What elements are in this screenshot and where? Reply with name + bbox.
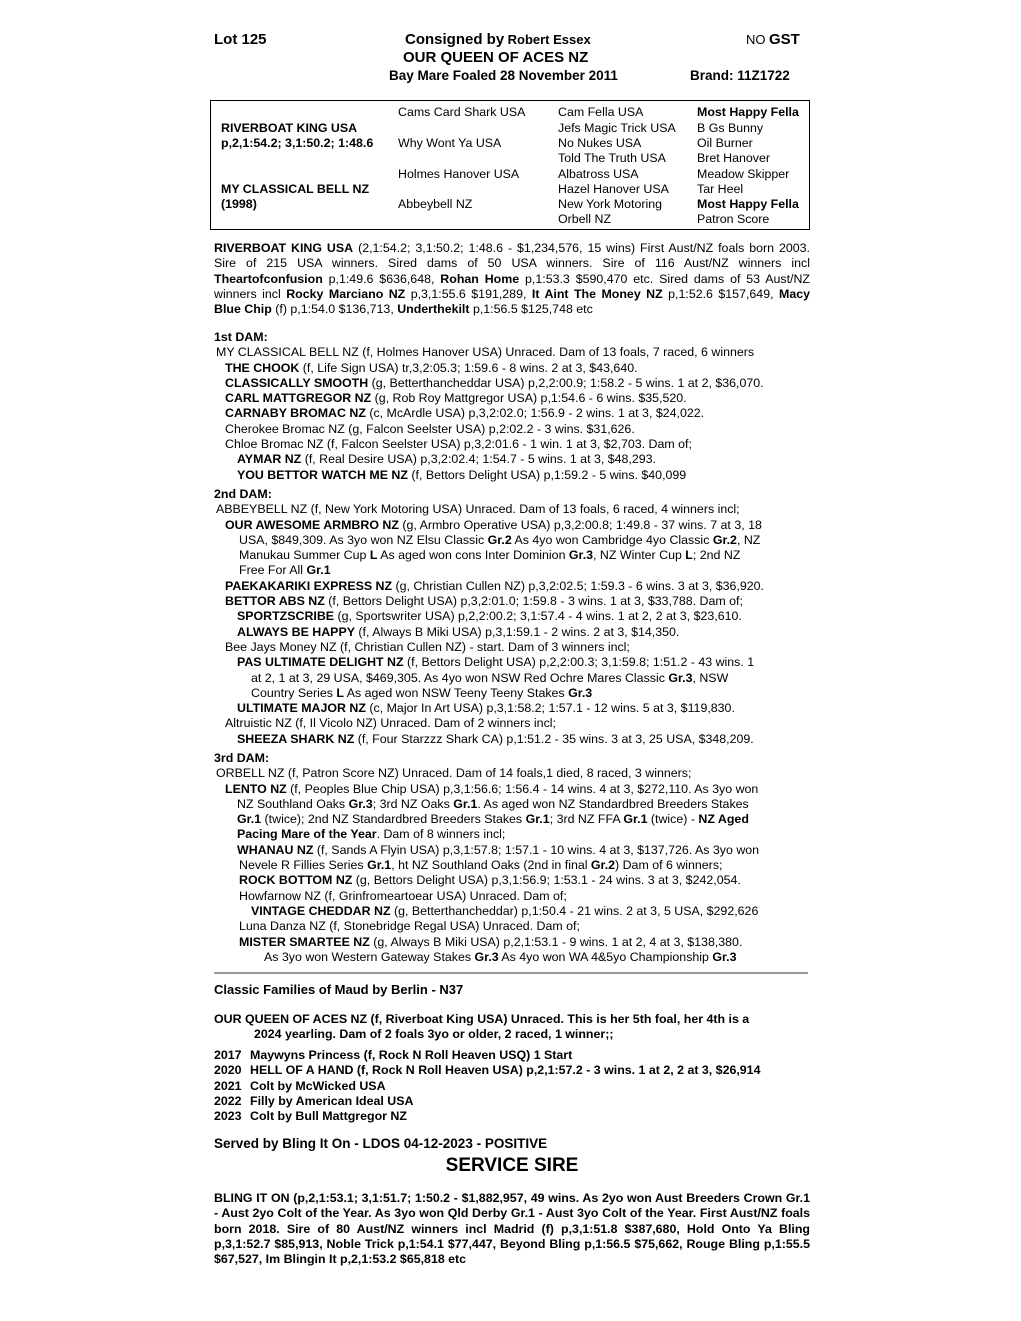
text-run: Nevele R Fillies Series bbox=[239, 858, 368, 873]
text-run: Howfarnow NZ (f, Grinfromeartoear USA) Unraced. Dam of; bbox=[239, 888, 567, 903]
pedigree-line bbox=[214, 655, 810, 670]
text-run: (g, Sportswriter USA) p,2,2:00.2; 3,1:57.4 - 4 wins. 1 at 2, 2 at 3, $23,610. bbox=[334, 609, 742, 624]
pedigree-dam-year: (1998) bbox=[221, 197, 257, 211]
text-run: Chloe Bromac NZ (f, Falcon Seelster USA) p,3,2:01.6 - 1 win. 1 at 3, $2,703. Dam of; bbox=[225, 437, 692, 452]
text-run: p,1:53.3 $590,470 etc. Sired dams of 53 Aust/NZ winners incl bbox=[214, 271, 810, 301]
pedigree-line bbox=[214, 376, 810, 391]
text-run: (g, Christian Cullen NZ) p,3,2:02.5; 1:59.3 - 6 wins. 3 at 3, $36,920. bbox=[392, 578, 764, 593]
text-run: (twice); 2nd NZ Standardbred Breeders Stakes bbox=[261, 812, 526, 827]
bold-text: ALWAYS BE HAPPY bbox=[237, 624, 355, 639]
text-run: p,1:56.5 $125,748 etc bbox=[469, 302, 593, 317]
bold-text: CARL MATTGREGOR NZ bbox=[225, 391, 372, 406]
pedigree-line bbox=[214, 919, 810, 934]
text-run: (g, Bettors Delight USA) p,3,1:56.9; 1:53.1 - 24 wins. 3 at 3, $242,054. bbox=[352, 873, 741, 888]
bold-text: Gr.2 bbox=[487, 532, 512, 547]
second-dam-title: 2nd DAM: bbox=[214, 487, 272, 501]
bold-text: Pacing Mare of the Year bbox=[237, 827, 377, 842]
text-run: (f, Real Desire USA) p,3,2:02.4; 1:54.7 - 5 wins. 1 at 3, $48,293. bbox=[301, 452, 656, 467]
pedigree-line bbox=[214, 468, 810, 483]
pedigree-line bbox=[214, 904, 810, 919]
bold-text: Underthekilt bbox=[397, 302, 470, 317]
bold-text: AYMAR NZ bbox=[237, 452, 302, 467]
pedigree-sire: RIVERBOAT KING USA bbox=[221, 121, 358, 135]
text-run: MY CLASSICAL BELL NZ (f, Holmes Hanover USA) Unraced. Dam of 13 foals, 7 raced, 6 winners bbox=[216, 345, 755, 360]
pedigree-gen2: Abbeybell NZ bbox=[398, 197, 473, 211]
text-run: NZ Southland Oaks bbox=[237, 796, 349, 811]
bold-text: L bbox=[336, 685, 344, 700]
pedigree-dam: MY CLASSICAL BELL NZ bbox=[221, 182, 370, 196]
pedigree-gen4: Oil Burner bbox=[697, 136, 753, 150]
produce-row bbox=[214, 1094, 810, 1109]
text-run: (f, Bettors Delight USA) p,2,2:00.3; 3,1:59.8; 1:51.2 - 43 wins. 1 bbox=[403, 655, 755, 670]
text-run: (g, Betterthancheddar) p,1:50.4 - 21 wins. 2 at 3, 5 USA, $292,626 bbox=[390, 903, 759, 918]
bold-text: Gr.3 bbox=[712, 949, 737, 964]
pedigree-gen4: Most Happy Fella bbox=[697, 105, 799, 119]
text-run: (c, McArdle USA) p,3,2:02.0; 1:56.9 - 2 wins. 1 at 3, $24,022. bbox=[365, 406, 705, 421]
text-run: , ht NZ Southland Oaks (2nd in final bbox=[391, 858, 591, 873]
pedigree-line bbox=[214, 766, 810, 781]
pedigree-gen3: Orbell NZ bbox=[558, 212, 612, 226]
bold-text: Rocky Marciano NZ bbox=[286, 286, 406, 301]
bold-text: OUR AWESOME ARMBRO NZ bbox=[225, 517, 399, 532]
bold-text: SPORTZSCRIBE bbox=[237, 609, 335, 624]
pedigree-gen4: Bret Hanover bbox=[697, 151, 771, 165]
pedigree-line bbox=[214, 361, 810, 376]
pedigree-line bbox=[214, 502, 810, 517]
lot-summary-line: OUR QUEEN OF ACES NZ (f, Riverboat King USA) Unraced. This is her 5th foal, her 4th is a bbox=[214, 1012, 750, 1026]
bold-text: Gr.3 bbox=[668, 670, 693, 685]
bold-text: Gr.1 bbox=[306, 563, 331, 578]
served-line: Served by Bling It On - LDOS 04-12-2023 - POSITIVE bbox=[214, 1136, 548, 1151]
bold-text: SHEEZA SHARK NZ bbox=[237, 731, 355, 746]
pedigree-line bbox=[214, 422, 810, 437]
bold-text: Rohan Home bbox=[440, 271, 520, 286]
bold-text: Gr.3 bbox=[568, 685, 593, 700]
pedigree-line bbox=[214, 686, 810, 701]
text-run: , NZ Winter Cup bbox=[593, 548, 686, 563]
bold-text: CARNABY BROMAC NZ bbox=[225, 406, 366, 421]
bold-text: RIVERBOAT KING USA bbox=[214, 241, 354, 255]
first-dam-lines bbox=[214, 345, 810, 483]
bold-text: YOU BETTOR WATCH ME NZ bbox=[237, 467, 408, 482]
produce-text: HELL OF A HAND (f, Rock N Roll Heaven USA) p,2,1:57.2 - 3 wins. 1 at 2, 2 at 3, $26,914 bbox=[250, 1063, 761, 1078]
text-run: As aged won cons Inter Dominion bbox=[377, 548, 569, 563]
pedigree-line bbox=[214, 671, 810, 686]
text-run: Luna Danza NZ (f, Stonebridge Regal USA) Unraced. Dam of; bbox=[239, 919, 580, 934]
produce-text: Colt by McWicked USA bbox=[250, 1078, 386, 1093]
pedigree-line bbox=[214, 609, 810, 624]
first-dam-title: 1st DAM: bbox=[214, 330, 268, 344]
text-run: As 3yo won Western Gateway Stakes bbox=[264, 949, 475, 964]
text-run: ; 2nd NZ bbox=[692, 548, 741, 563]
produce-year: 2020 bbox=[214, 1063, 242, 1078]
pedigree-line bbox=[214, 345, 810, 360]
text-run: p,1:52.6 $157,649, bbox=[662, 286, 779, 301]
pedigree-table bbox=[210, 100, 810, 230]
pedigree-line bbox=[214, 782, 810, 797]
text-run: (g, Armbro Operative USA) p,3,2:00.8; 1:49.8 - 37 wins. 7 at 3, 18 bbox=[398, 517, 762, 532]
bold-text: It Aint The Money NZ bbox=[531, 286, 663, 301]
text-run: (f, Bettors Delight USA) p,3,2:01.0; 1:59.8 - 3 wins. 1 at 3, $33,788. Dam of; bbox=[324, 594, 743, 609]
produce-year: 2017 bbox=[214, 1048, 242, 1062]
produce-row bbox=[214, 1048, 810, 1063]
pedigree-line bbox=[214, 391, 810, 406]
produce-list bbox=[214, 1048, 810, 1124]
bold-text: Gr.3 bbox=[348, 796, 373, 811]
pedigree-line bbox=[214, 889, 810, 904]
pedigree-gen3: Told The Truth USA bbox=[558, 151, 666, 165]
text-run: . As aged won NZ Standardbred Breeders Stakes bbox=[477, 796, 749, 811]
bold-text: Gr.1 bbox=[237, 812, 262, 827]
pedigree-line bbox=[214, 437, 810, 452]
pedigree-gen3: Hazel Hanover USA bbox=[558, 182, 669, 196]
first-dam-section bbox=[214, 330, 810, 483]
bold-text: L bbox=[685, 548, 693, 563]
produce-year: 2021 bbox=[214, 1078, 242, 1093]
pedigree-gen3: Cam Fella USA bbox=[558, 105, 644, 119]
text-run: (f, Always B Miki USA) p,3,1:59.1 - 2 wins. 2 at 3, $14,350. bbox=[354, 624, 680, 639]
text-run: (g, Always B Miki USA) p,2,1:53.1 - 9 wins. 1 at 2, 4 at 3, $138,380. bbox=[369, 934, 743, 949]
pedigree-gen2: Holmes Hanover USA bbox=[398, 167, 520, 181]
pedigree-line bbox=[214, 594, 810, 609]
bold-text: THE CHOOK bbox=[225, 360, 300, 375]
pedigree-line bbox=[214, 873, 810, 888]
pedigree-gen3: No Nukes USA bbox=[558, 136, 642, 150]
pedigree-gen4: B Gs Bunny bbox=[697, 121, 764, 135]
produce-text: Filly by American Ideal USA bbox=[250, 1093, 414, 1108]
bold-text: ROCK BOTTOM NZ bbox=[239, 873, 353, 888]
pedigree-line bbox=[214, 858, 810, 873]
foaled-line: Bay Mare Foaled 28 November 2011 bbox=[389, 68, 618, 83]
text-run: ORBELL NZ (f, Patron Score NZ) Unraced. Dam of 14 foals,1 died, 8 raced, 3 winners; bbox=[216, 766, 692, 781]
text-run: , NZ bbox=[736, 532, 761, 547]
pedigree-gen3: Jefs Magic Trick USA bbox=[558, 121, 676, 135]
pedigree-sire-record: p,2,1:54.2; 3,1:50.2; 1:48.6 bbox=[221, 136, 374, 150]
pedigree-gen3: Albatross USA bbox=[558, 167, 639, 181]
bold-text: CLASSICALLY SMOOTH bbox=[225, 375, 369, 390]
horse-name: OUR QUEEN OF ACES NZ bbox=[403, 49, 589, 66]
lot-summary bbox=[214, 1012, 810, 1043]
text-run: ABBEYBELL NZ (f, New York Motoring USA) Unraced. Dam of 13 foals, 6 raced, 4 winners incl; bbox=[216, 502, 740, 517]
text-run: As aged won NSW Teeny Teeny Stakes bbox=[343, 685, 569, 700]
lot-summary-line: 2024 yearling. Dam of 2 foals 3yo or older, 2 raced, 1 winner;; bbox=[254, 1027, 614, 1042]
gst-status bbox=[746, 32, 800, 48]
third-dam-lines bbox=[214, 766, 810, 965]
text-run: (twice) - bbox=[647, 812, 699, 827]
text-run: As 4yo won WA 4&5yo Championship bbox=[498, 949, 713, 964]
bold-text: Gr.3 bbox=[568, 548, 594, 563]
text-run: . Dam of 8 winners incl; bbox=[376, 827, 506, 842]
consignor-name: Robert Essex bbox=[507, 32, 591, 47]
consigned-label: Consigned by bbox=[405, 31, 505, 48]
bold-text: NZ Aged bbox=[698, 812, 749, 827]
produce-year: 2022 bbox=[214, 1093, 242, 1108]
lot-number: Lot 125 bbox=[214, 31, 267, 48]
third-dam-title: 3rd DAM: bbox=[214, 751, 270, 765]
text-run: ; 3rd NZ FFA bbox=[549, 812, 624, 827]
family-line: Classic Families of Maud by Berlin - N37 bbox=[214, 982, 464, 997]
bold-text: L bbox=[369, 548, 378, 563]
pedigree-line bbox=[214, 701, 810, 716]
text-run: at 2, 1 at 3, 29 USA, $469,305. As 4yo won NSW Red Ochre Mares Classic bbox=[251, 670, 669, 685]
text-run: (2,1:54.2; 3,1:50.2; 1:48.6 - $1,234,576, 15 wins) First Aust/NZ foals born 2003. Sire of 215 USA winners. Sired dams of 50 USA winners. Sire of 116 Aust/NZ winners incl bbox=[214, 241, 811, 271]
pedigree-line bbox=[214, 579, 810, 594]
gst-label: GST bbox=[768, 31, 800, 48]
pedigree-line bbox=[214, 732, 810, 747]
text-run: (c, Major In Art USA) p,3,1:58.2; 1:57.1 - 12 wins. 5 at 3, $119,830. bbox=[365, 701, 735, 716]
produce-row bbox=[214, 1063, 810, 1078]
text-run: (f, Life Sign USA) tr,3,2:05.3; 1:59.6 - 8 wins. 2 at 3, $43,640. bbox=[299, 360, 638, 375]
pedigree-line bbox=[214, 797, 810, 812]
produce-row bbox=[214, 1109, 810, 1124]
text-run: Altruistic NZ (f, Il Vicolo NZ) Unraced. Dam of 2 winners incl; bbox=[225, 716, 556, 731]
bold-text: LENTO NZ bbox=[225, 781, 287, 796]
brand: Brand: 11Z1722 bbox=[690, 68, 790, 83]
text-run: Cherokee Bromac NZ (g, Falcon Seelster USA) p,2:02.2 - 3 wins. $31,626. bbox=[225, 421, 635, 436]
pedigree-line bbox=[214, 563, 810, 578]
bold-text: Gr.3 bbox=[474, 949, 499, 964]
text-run: (g, Rob Roy Mattgregor USA) p,1:54.6 - 6 wins. $35,520. bbox=[371, 391, 687, 406]
text-run: Bee Jays Money NZ (f, Christian Cullen NZ) - start. Dam of 3 winners incl; bbox=[225, 639, 630, 654]
text-run: (f, Bettors Delight USA) p,1:59.2 - 5 wins. $40,099 bbox=[407, 467, 687, 482]
bold-text: Gr.1 bbox=[525, 812, 550, 827]
second-dam-section bbox=[214, 487, 810, 747]
pedigree-gen4: Patron Score bbox=[697, 212, 770, 226]
text-run: (f, Sands A Flyin USA) p,3,1:57.8; 1:57.1 - 10 wins. 4 at 3, $137,726. As 3yo won bbox=[313, 842, 760, 857]
text-run: (f, Four Starzzz Shark CA) p,1:51.2 - 35 wins. 3 at 3, 25 USA, $348,209. bbox=[354, 731, 754, 746]
pedigree-gen2: Why Wont Ya USA bbox=[398, 136, 502, 150]
pedigree-line bbox=[214, 843, 810, 858]
lot-header bbox=[214, 32, 810, 86]
service-sire-paragraph: BLING IT ON (p,2,1:53.1; 3,1:51.7; 1:50.2 - $1,882,957, 49 wins. As 2yo won Aust Breeders Crown Gr.1 - Aust 2yo Colt of the Year. As 3yo won Qld Derby Gr.1 - Aust 3yo Colt of the Year. First Aust/NZ foals born 2018. Sire of 80 Aust/NZ winners incl Madrid (f) p,3,1:51.8 $387,680, Hold Onto Ya Bling p,3,1:52.7 $85,913, Noble Trick p,1:54.1 $77,447, Beyond Bling p,1:56.5 $75,662, Rouge Bling p,1:55.5 $67,527, Im Blingin It p,2,1:53.2 $65,818 etc bbox=[214, 1191, 810, 1267]
bold-text: BETTOR ABS NZ bbox=[225, 594, 325, 609]
text-run: Free For All bbox=[239, 563, 307, 578]
produce-year: 2023 bbox=[214, 1109, 242, 1124]
text-run: , NSW bbox=[692, 670, 729, 685]
text-run: Country Series bbox=[251, 685, 337, 700]
bold-text: Gr.1 bbox=[623, 812, 648, 827]
consigned-by bbox=[405, 32, 591, 48]
pedigree-line bbox=[214, 518, 810, 533]
bold-text: Gr.2 bbox=[712, 532, 737, 547]
bold-text: Gr.1 bbox=[367, 858, 392, 873]
pedigree-line bbox=[214, 827, 810, 842]
section-divider bbox=[214, 972, 808, 974]
produce-row bbox=[214, 1079, 810, 1094]
bold-text: Macy Blue Chip bbox=[214, 286, 810, 317]
pedigree-gen2: Cams Card Shark USA bbox=[398, 105, 526, 119]
gst-no: NO bbox=[746, 32, 766, 47]
sire-paragraph bbox=[214, 241, 810, 317]
pedigree-line bbox=[214, 935, 810, 950]
service-sire-heading: SERVICE SIRE bbox=[445, 1155, 579, 1176]
text-run: p,3,1:55.6 $191,289, bbox=[405, 286, 532, 301]
pedigree-gen4: Meadow Skipper bbox=[697, 167, 790, 181]
bold-text: MISTER SMARTEE NZ bbox=[239, 934, 370, 949]
pedigree-line bbox=[214, 452, 810, 467]
bold-text: ULTIMATE MAJOR NZ bbox=[237, 701, 366, 716]
bold-text: WHANAU NZ bbox=[237, 842, 314, 857]
pedigree-line bbox=[214, 533, 810, 548]
pedigree-line bbox=[214, 640, 810, 655]
bold-text: VINTAGE CHEDDAR NZ bbox=[251, 903, 391, 918]
bold-text: PAS ULTIMATE DELIGHT NZ bbox=[237, 655, 404, 670]
pedigree-line bbox=[214, 548, 810, 563]
text-run: (f) p,1:54.0 $136,713, bbox=[271, 302, 398, 317]
text-run: p,1:49.6 $636,648, bbox=[322, 271, 441, 286]
text-run: (f, Peoples Blue Chip USA) p,3,1:56.6; 1:56.4 - 14 wins. 4 at 3, $272,110. As 3yo won bbox=[286, 781, 759, 796]
bold-text: Theartofconfusion bbox=[214, 271, 323, 286]
pedigree-gen4: Tar Heel bbox=[697, 182, 744, 196]
bold-text: Gr.2 bbox=[590, 858, 616, 873]
text-run: As 4yo won Cambridge 4yo Classic bbox=[511, 532, 713, 547]
pedigree-gen4: Most Happy Fella bbox=[697, 197, 799, 211]
produce-text: Colt by Bull Mattgregor NZ bbox=[250, 1109, 407, 1124]
bold-text: PAEKAKARIKI EXPRESS NZ bbox=[225, 578, 393, 593]
bold-text: Gr.1 bbox=[453, 796, 478, 811]
pedigree-gen3: New York Motoring bbox=[558, 197, 662, 211]
pedigree-line bbox=[214, 406, 810, 421]
pedigree-line bbox=[214, 950, 810, 965]
pedigree-line bbox=[214, 716, 810, 731]
second-dam-lines bbox=[214, 502, 810, 747]
pedigree-line bbox=[214, 812, 810, 827]
third-dam-section bbox=[214, 751, 810, 965]
text-run: (g, Betterthancheddar USA) p,2,2:00.9; 1:58.2 - 5 wins. 1 at 2, $36,070. bbox=[368, 375, 764, 390]
text-run: USA, $849,309. As 3yo won NZ Elsu Classic bbox=[239, 532, 488, 547]
text-run: Manukau Summer Cup bbox=[239, 548, 370, 563]
pedigree-line bbox=[214, 625, 810, 640]
text-run: ) Dam of 6 winners; bbox=[615, 858, 723, 873]
text-run: ; 3rd NZ Oaks bbox=[372, 796, 454, 811]
produce-text: Maywyns Princess (f, Rock N Roll Heaven USQ) 1 Start bbox=[250, 1048, 573, 1062]
